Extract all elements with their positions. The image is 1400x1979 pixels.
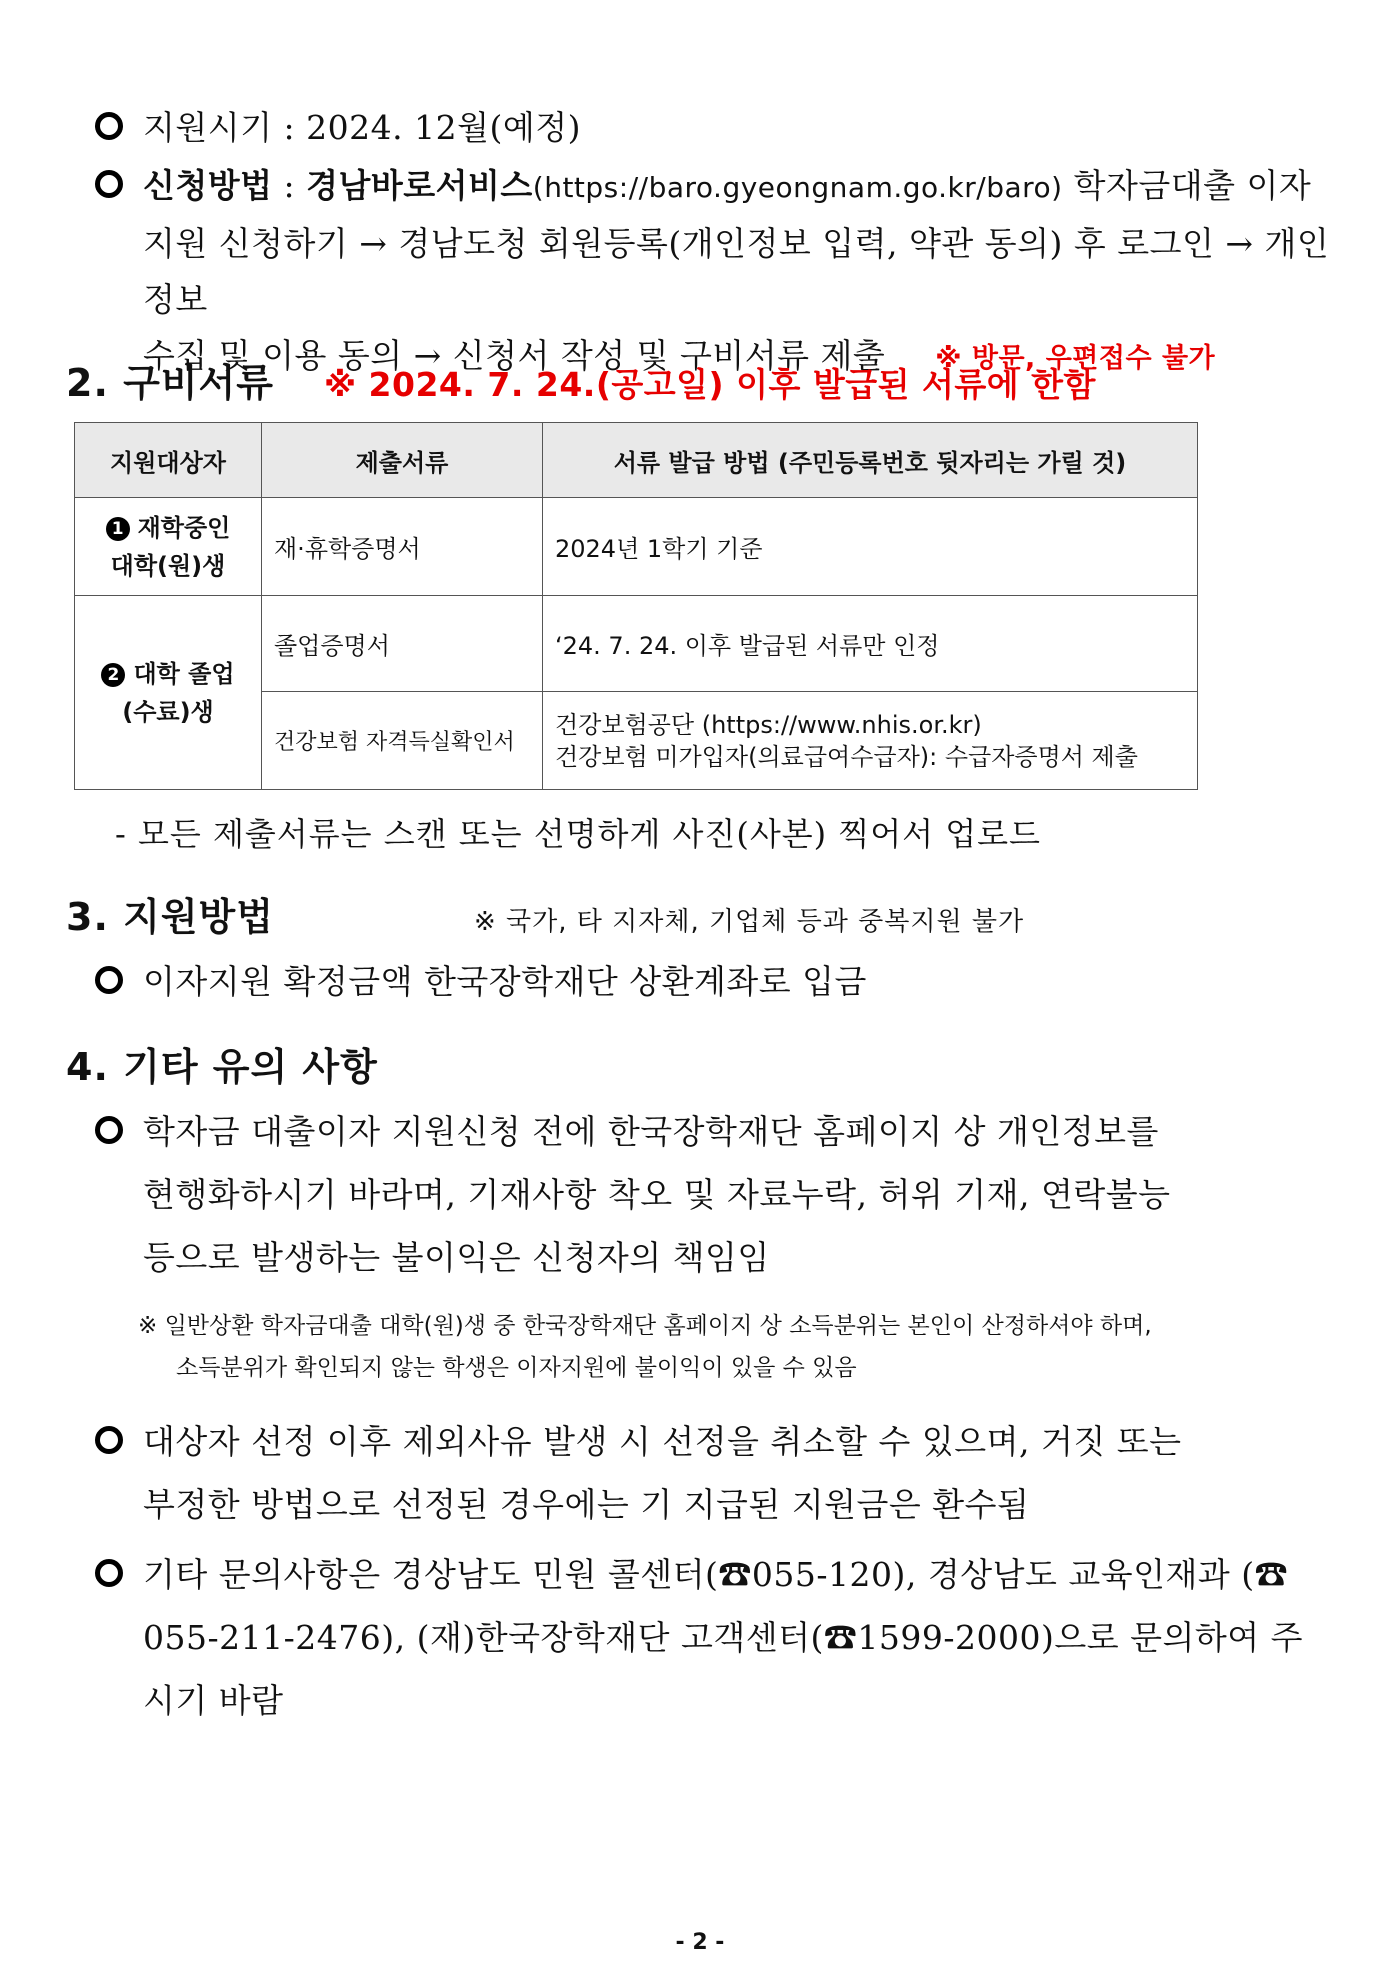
section-3-heading	[66, 886, 1024, 941]
group2-method2	[543, 692, 1198, 790]
table-header-row	[75, 423, 1198, 498]
page-number: - 2 -	[675, 1930, 725, 1955]
section-4-subnote	[138, 1305, 1338, 1389]
item3-line2: 055-211-2476), (재)한국장학재단 고객센터(☎1599-2000)으로 문의하여 주시기 바람	[143, 1618, 1303, 1720]
circle-bullet-icon	[95, 1426, 123, 1454]
number-badge-icon: 2	[101, 663, 125, 687]
item2-line2: 부정한 방법으로 선정된 경우에는 기 지급된 지원금은 환수됨	[143, 1485, 1030, 1524]
item2-line1: 대상자 선정 이후 제외사유 발생 시 선정을 취소할 수 있으며, 거짓 또는	[143, 1422, 1182, 1461]
item1-line3: 등으로 발생하는 불이익은 신청자의 책임임	[143, 1238, 770, 1277]
section-3-note: ※ 국가, 타 지자체, 기업체 등과 중복지원 불가	[473, 907, 1025, 937]
period-label: 지원시기	[143, 108, 273, 147]
subnote-line2: 소득분위가 확인되지 않는 학생은 이자지원에 불이익이 있을 수 있음	[176, 1355, 857, 1381]
group1-cell	[75, 498, 262, 596]
section-2-note: ※ 2024. 7. 24.(공고일) 이후 발급된 서류에 한함	[323, 365, 1096, 404]
section-4-item3	[95, 1543, 1335, 1732]
section-3-bullet	[95, 950, 1335, 1013]
section-4-item1	[95, 1100, 1335, 1289]
method-site: 경남바로서비스	[306, 166, 533, 205]
group1-method: 2024년 1학기 기준	[543, 498, 1198, 596]
item1-line1: 학자금 대출이자 지원신청 전에 한국장학재단 홈페이지 상 개인정보를	[143, 1112, 1159, 1151]
table-header-target: 지원대상자	[75, 423, 262, 498]
section-2-heading	[66, 352, 1096, 407]
section-3-title: 3. 지원방법	[66, 895, 274, 939]
table-row	[75, 498, 1198, 596]
method-text2: 지원 신청하기 → 경남도청 회원등록(개인정보 입력, 약관 동의) 후 로그인 → 개인정보	[143, 224, 1330, 319]
circle-bullet-icon	[95, 1116, 123, 1144]
item3-line1: 기타 문의사항은 경상남도 민원 콜센터(☎055-120), 경상남도 교육인재과 (☎	[143, 1555, 1289, 1594]
period-bullet: 지원시기 : 2024. 12월(예정)	[95, 96, 1335, 159]
section-3-item: 이자지원 확정금액 한국장학재단 상환계좌로 입금	[143, 962, 867, 1001]
circle-bullet-icon	[95, 1559, 123, 1587]
group2-label-b: (수료)생	[122, 697, 214, 726]
section-2-title: 2. 구비서류	[66, 361, 274, 405]
method-url: (https://baro.gyeongnam.go.kr/baro)	[532, 171, 1063, 204]
table-header-docs: 제출서류	[262, 423, 543, 498]
table-row	[75, 596, 1198, 692]
method-text1: 학자금대출 이자	[1073, 166, 1312, 205]
method-note: ※ 방문, 우편접수 불가	[935, 343, 1216, 374]
group2-method2b: 건강보험 미가입자(의료급여수급자): 수급자증명서 제출	[555, 742, 1138, 771]
group1-label-b: 대학(원)생	[110, 551, 226, 580]
group1-label-a: 재학중인	[137, 513, 231, 542]
section-4-title: 4. 기타 유의 사항	[66, 1045, 378, 1089]
number-badge-icon: 1	[106, 517, 130, 541]
group2-doc1: 졸업증명서	[262, 596, 543, 692]
method-label: 신청방법	[143, 166, 273, 205]
documents-table	[74, 422, 1198, 790]
circle-bullet-icon	[95, 966, 123, 994]
circle-bullet-icon	[95, 112, 123, 140]
group2-label-a: 대학 졸업	[133, 659, 235, 688]
group2-method2a: 건강보험공단 (https://www.nhis.or.kr)	[555, 710, 982, 739]
period-value: 2024. 12월(예정)	[306, 108, 581, 147]
section-4-item2	[95, 1410, 1335, 1536]
table-header-method: 서류 발급 방법 (주민등록번호 뒷자리는 가릴 것)	[543, 423, 1198, 498]
section-4-heading	[66, 1036, 378, 1091]
item1-line2: 현행화하시기 바라며, 기재사항 착오 및 자료누락, 허위 기재, 연락불능	[143, 1175, 1171, 1214]
circle-bullet-icon	[95, 170, 123, 198]
upload-note: - 모든 제출서류는 스캔 또는 선명하게 사진(사본) 찍어서 업로드	[115, 815, 1041, 853]
group2-cell	[75, 596, 262, 790]
group1-doc: 재·휴학증명서	[262, 498, 543, 596]
method-bullet: 신청방법 : 경남바로서비스(https://baro.gyeongnam.go.kr/baro) 학자금대출 이자 지원 신청하기 → 경남도청 회원등록(개인정보 입력, 약관 동의) 후 로그인 → 개인정보 수집 및 이용 동의 → 신청서 작성 및 구비서류 제출 ※ 방문, 우편접수 불가	[95, 158, 1335, 387]
group2-method1: ‘24. 7. 24. 이후 발급된 서류만 인정	[543, 596, 1198, 692]
subnote-line1: ※ 일반상환 학자금대출 대학(원)생 중 한국장학재단 홈페이지 상 소득분위는 본인이 산정하셔야 하며,	[138, 1313, 1152, 1339]
group2-doc2: 건강보험 자격득실확인서	[262, 692, 543, 790]
method-text3: 수집 및 이용 동의 → 신청서 작성 및 구비서류 제출	[143, 336, 886, 375]
